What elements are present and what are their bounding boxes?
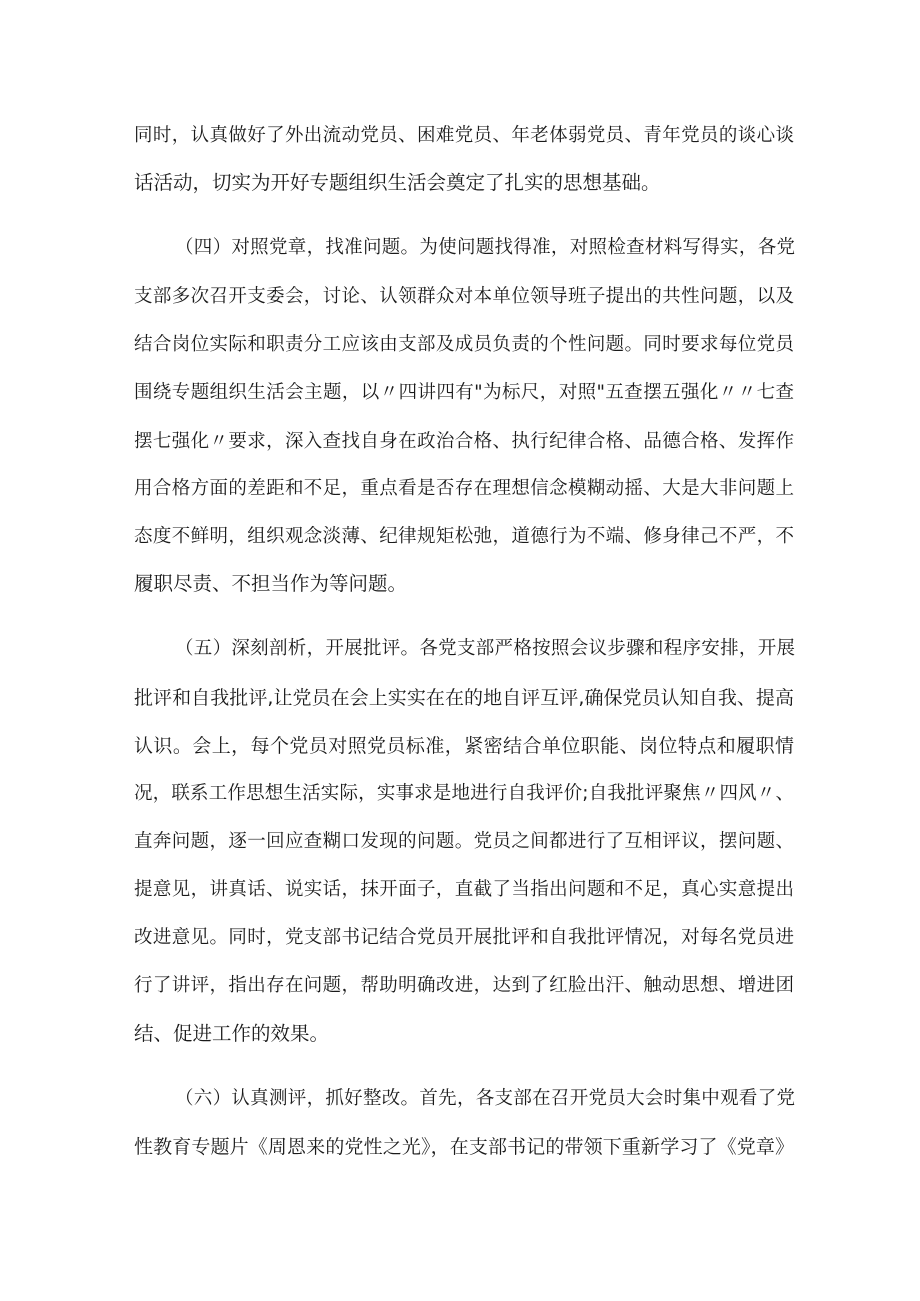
paragraph-line: 性教育专题片《周恩来的党性之光》，在支部书记的带领下重新学习了《党章》 [134, 1136, 794, 1158]
paragraph-line: 围绕专题组织生活会主题，以〃四讲四有"为标尺，对照"五查摆五强化〃〃七查 [134, 382, 794, 403]
paragraph-line: 认识。会上，每个党员对照党员标准，紧密结合单位职能、岗位特点和履职情 [134, 735, 794, 757]
paragraph-line: 行了讲评，指出存在问题，帮助明确改进，达到了红脸出汗、触动思想、增进团 [134, 975, 794, 996]
paragraph-line: 履职尽责、不担当作为等问题。 [134, 572, 408, 595]
paragraph-line: （六）认真测评，抓好整改。首先，各支部在召开党员大会时集中观看了党 [175, 1088, 795, 1109]
paragraph-line: 同时，认真做好了外出流动党员、困难党员、年老体弱党员、青年党员的谈心谈 [134, 125, 794, 146]
paragraph-line: 结、促进工作的效果。 [134, 1022, 330, 1045]
paragraph-line: 况，联系工作思想生活实际，实事求是地进行自我评价;自我批评聚焦〃四风〃、 [134, 783, 794, 804]
paragraph-line: 支部多次召开支委会，讨论、认领群众对本单位领导班子提出的共性问题，以及 [134, 286, 794, 307]
paragraph-line: （四）对照党章，找准问题。为使问题找得准，对照检查材料写得实，各党 [175, 237, 795, 258]
paragraph-line: 态度不鲜明，组织观念淡薄、纪律规矩松弛，道德行为不端、修身律己不严，不 [134, 526, 794, 547]
paragraph-line: 直奔问题，逐一回应查糊口发现的问题。党员之间都进行了互相评议，摆问题、 [134, 831, 794, 852]
paragraph-line: 摆七强化〃要求，深入查找自身在政治合格、执行纪律合格、品德合格、发挥作 [134, 431, 794, 452]
paragraph-line: （五）深刻剖析，开展批评。各党支部严格按照会议步骤和程序安排，开展 [175, 638, 795, 659]
paragraph-line: 用合格方面的差距和不足，重点看是否存在理想信念模糊动摇、大是大非问题上 [134, 478, 794, 499]
paragraph-line: 改进意见。同时，党支部书记结合党员开展批评和自我批评情况，对每名党员进 [134, 927, 794, 948]
paragraph-line: 结合岗位实际和职责分工应该由支部及成员负责的个性问题。同时要求每位党员 [134, 334, 794, 355]
paragraph-line: 提意见，讲真话、说实话，抹开面子，直截了当指出问题和不足，真心实意提出 [134, 879, 794, 900]
paragraph-line: 话活动，切实为开好专题组织生活会奠定了扎实的思想基础。 [134, 171, 661, 194]
paragraph-line: 批评和自我批评,让党员在会上实实在在的地自评互评,确保党员认知自我、提高 [134, 687, 794, 709]
